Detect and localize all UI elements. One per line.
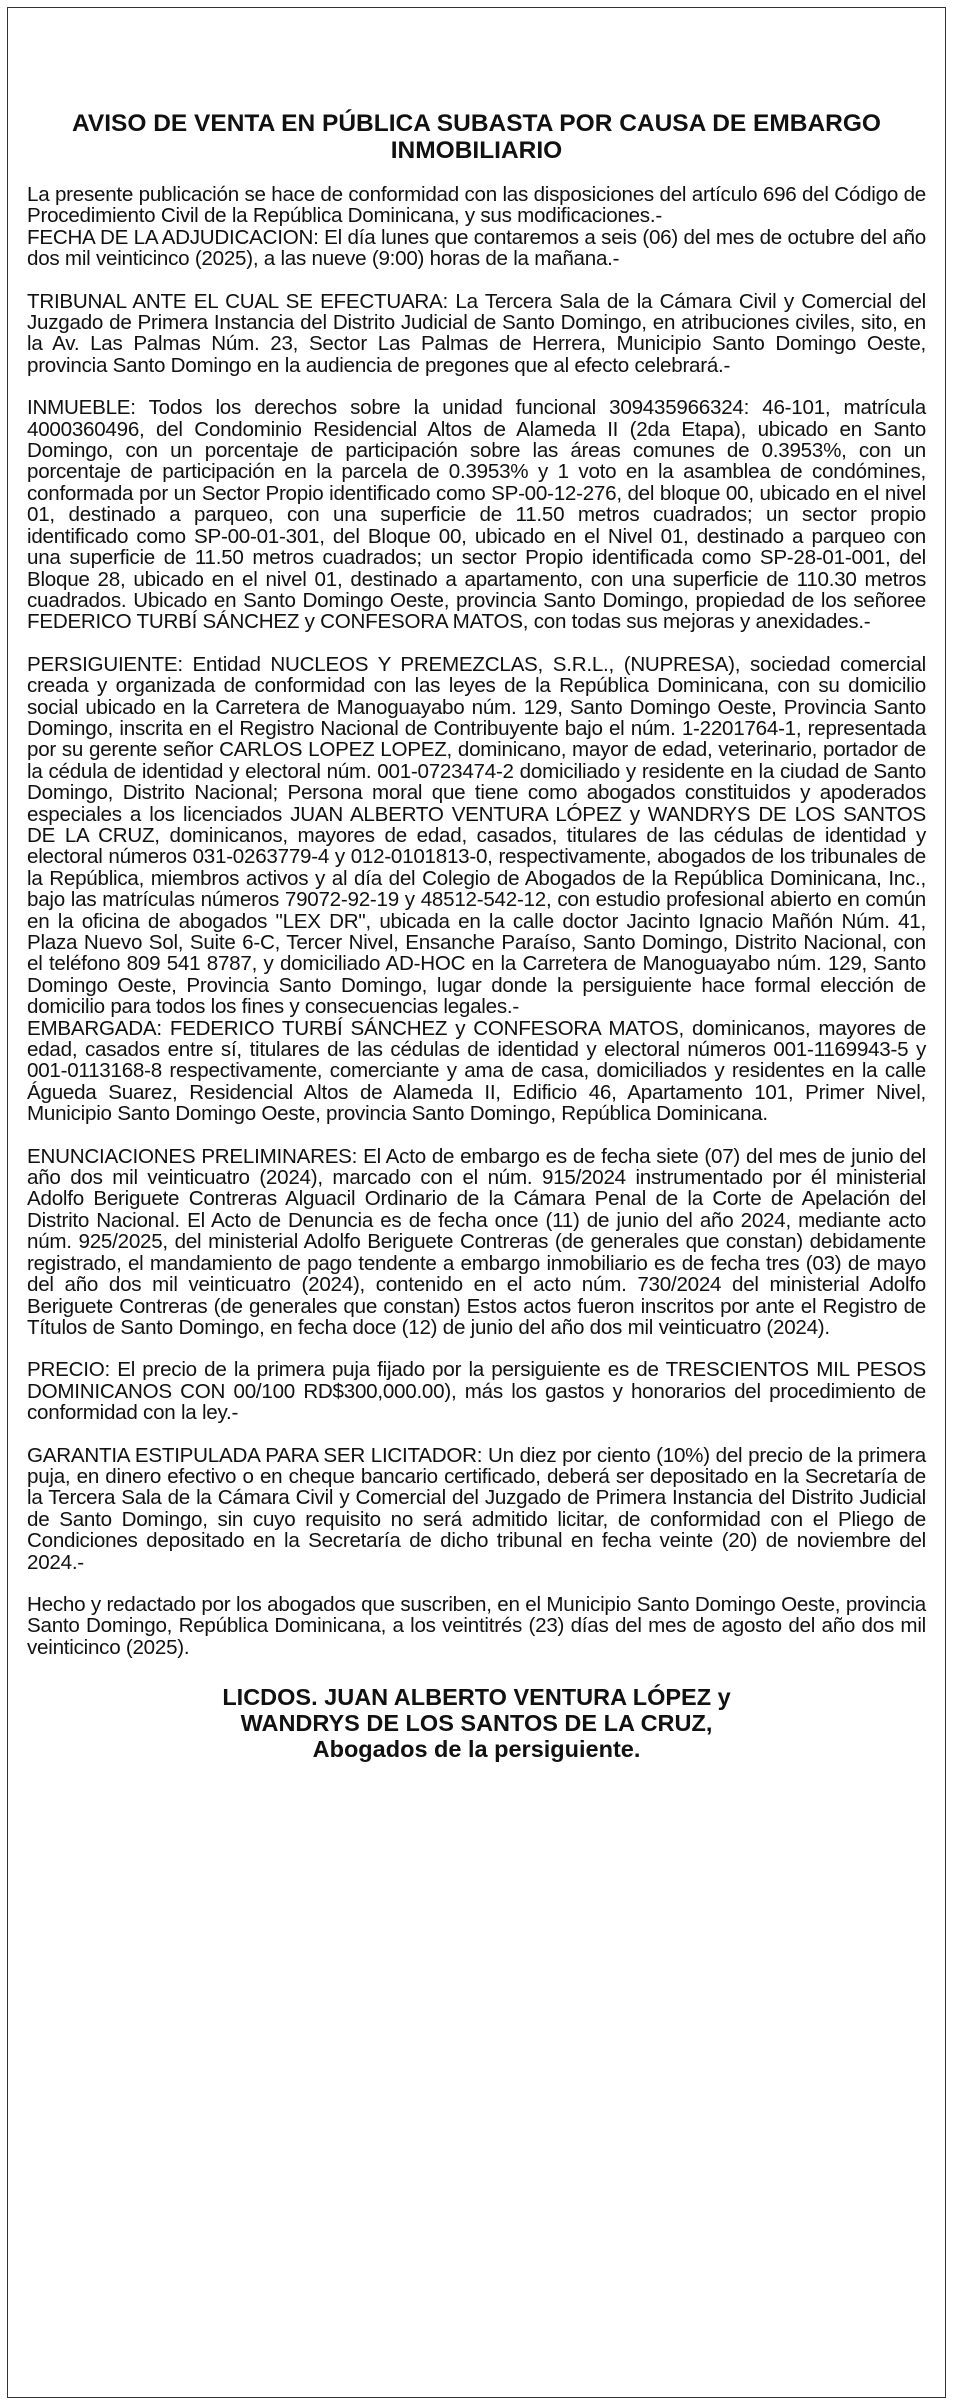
garantia-paragraph: GARANTIA ESTIPULADA PARA SER LICITADOR: Un diez por ciento (10%) del precio de la primera puja, en dinero efectivo o en cheque bancario certificado, deberá ser depositado en la Secretaría de la Tercera Sala de la Cámara Civil y Comercial del Juzgado de Primera Instancia del Distrito Judicial de Santo Domingo, sin cuyo requisito no será admitido licitar, de conformidad con el Pliego de Condiciones depositado en la Secretaría de dicho tribunal en fecha veinte (20) de noviembre del 2024.- <box>27 1443 926 1574</box>
embargada-paragraph: EMBARGADA: FEDERICO TURBÍ SÁNCHEZ y CONFESORA MATOS, dominicanos, mayores de edad, casados entre sí, titulares de las cédulas de identidad y electoral números 001-1169943-5 y 001-0113168-8 respectivamente, comerciante y ama de casa, domiciliados y residentes en la calle Águeda Suarez, Residencial Altos de Alameda II, Edificio 46, Apartamento 101, Primer Nivel, Municipio Santo Domingo Oeste, provincia Santo Domingo, República Dominicana. <box>27 1016 926 1126</box>
notice-title: AVISO DE VENTA EN PÚBLICA SUBASTA POR CAUSA DE EMBARGO INMOBILIARIO <box>71 110 881 164</box>
signature-line-1: LICDOS. JUAN ALBERTO VENTURA LÓPEZ y <box>222 1684 731 1711</box>
inmueble-paragraph: INMUEBLE: Todos los derechos sobre la unidad funcional 309435966324: 46-101, matrícula 4000360496, del Condominio Residencial Altos de Alameda II (2da Etapa), ubicado en Santo Domingo, con un porcentaje de participación sobre las áreas comunes de 0.3953%, con un porcentaje de participación en la parcela de 0.3953% y 1 voto en la asamblea de condómines, conformada por un Sector Propio identificado como SP-00-12-276, del bloque 00, ubicado en el nivel 01, destinado a parqueo, con una superficie de 11.50 metros cuadrados; un sector propio identificado como SP-00-01-301, del Bloque 00, ubicado en el Nivel 01, destinado a parqueo con una superficie de 11.50 metros cuadrados; un sector Propio identificada como SP-28-01-001, del Bloque 28, ubicado en el nivel 01, destinado a apartamento, con una superficie de 110.30 metros cuadrados. Ubicado en Santo Domingo Oeste, provincia Santo Domingo, propiedad de los señoree FEDERICO TURBÍ SÁNCHEZ y CONFESORA MATOS, con todas sus mejoras y anexidades.- <box>27 396 926 634</box>
intro-paragraph: La presente publicación se hace de conformidad con las disposiciones del artículo 696 del Código de Procedimiento Civil de la República Dominicana, y sus modificaciones.- <box>27 183 926 228</box>
enunciaciones-paragraph: ENUNCIACIONES PRELIMINARES: El Acto de embargo es de fecha siete (07) del mes de junio del año dos mil veinticuatro (2024), marcado con el núm. 915/2024 instrumentado por él ministerial Adolfo Beriguete Contreras Alguacil Ordinario de la Cámara Penal de la Corte de Apelación del Distrito Nacional. El Acto de Denuncia es de fecha once (11) de junio del año 2024, mediante acto núm. 925/2025, del ministerial Adolfo Beriguete Contreras (de generales que constan) debidamente registrado, el mandamiento de pago tendente a embargo inmobiliario es de fecha tres (03) de mayo del año dos mil veinticuatro (2024), contenido en el acto núm. 730/2024 del ministerial Adolfo Beriguete Contreras (de generales que constan) Estos actos fueron inscritos por ante el Registro de Títulos de Santo Domingo, en fecha doce (12) de junio del año dos mil veinticuatro (2024). <box>27 1144 926 1339</box>
persiguiente-paragraph: PERSIGUIENTE: Entidad NUCLEOS Y PREMEZCLAS, S.R.L., (NUPRESA), sociedad comercial creada y organizada de conformidad con las leyes de la República Dominicana, con su domicilio social ubicado en la Carretera de Manoguayabo núm. 129, Santo Domingo Oeste, Provincia Santo Domingo, inscrita en el Registro Nacional de Contribuyente bajo el núm. 1-2201764-1, representada por su gerente señor CARLOS LOPEZ LOPEZ, dominicano, mayor de edad, veterinario, portador de la cédula de identidad y electoral núm. 001-0723474-2 domiciliado y residente en la ciudad de Santo Domingo, Distrito Nacional; Persona moral que tiene como abogados constituidos y apoderados especiales a los licenciados JUAN ALBERTO VENTURA LÓPEZ y WANDRYS DE LOS SANTOS DE LA CRUZ, dominicanos, mayores de edad, casados, titulares de las cédulas de identidad y electoral números 031-0263779-4 y 012-0101813-0, respectivamente, abogados de los tribunales de la República, miembros activos y al día del Colegio de Abogados de la República Dominicana, Inc., bajo las matrículas números 79072-92-19 y 48512-542-12, con estudio profesional abierto en común en la oficina de abogados "LEX DR", ubicada en la calle doctor Jacinto Ignacio Mañón Núm. 41, Plaza Nuevo Sol, Suite 6-C, Tercer Nivel, Ensanche Paraíso, Santo Domingo, Distrito Nacional, con el teléfono 809 541 8787, y domiciliado AD-HOC en la Carretera de Manoguayabo núm. 129, Santo Domingo Oeste, Provincia Santo Domingo, lugar donde la persiguiente hace formal elección de domicilio para todos los fines y consecuencias legales.- <box>27 652 926 1019</box>
fecha-adjudicacion-paragraph: FECHA DE LA ADJUDICACION: El día lunes que contaremos a seis (06) del mes de octubre del año dos mil veinticinco (2025), a las nueve (9:00) horas de la mañana.- <box>27 225 926 271</box>
signature-line-2: WANDRYS DE LOS SANTOS DE LA CRUZ, <box>240 1710 713 1737</box>
notice-content <box>27 110 926 1762</box>
precio-paragraph: PRECIO: El precio de la primera puja fijado por la persiguiente es de TRESCIENTOS MIL PESOS DOMINICANOS CON 00/100 RD$300,000.00), más los gastos y honorarios del procedimiento de conformidad con la ley.- <box>27 1358 926 1425</box>
hecho-paragraph: Hecho y redactado por los abogados que suscriben, en el Municipio Santo Domingo Oeste, provincia Santo Domingo, República Dominicana, a los veintitrés (23) días del mes de agosto del año dos mil veinticinco (2025). <box>27 1592 926 1659</box>
signature-block <box>27 1684 926 1762</box>
signature-line-3: Abogados de la persiguiente. <box>312 1736 641 1763</box>
tribunal-paragraph: TRIBUNAL ANTE EL CUAL SE EFECTUARA: La Tercera Sala de la Cámara Civil y Comercial del Juzgado de Primera Instancia del Distrito Judicial de Santo Domingo, en atribuciones civiles, sito, en la Av. Las Palmas Núm. 23, Sector Las Palmas de Herrera, Municipio Santo Domingo Oeste, provincia Santo Domingo en la audiencia de pregones que al efecto celebrará.- <box>27 289 926 377</box>
